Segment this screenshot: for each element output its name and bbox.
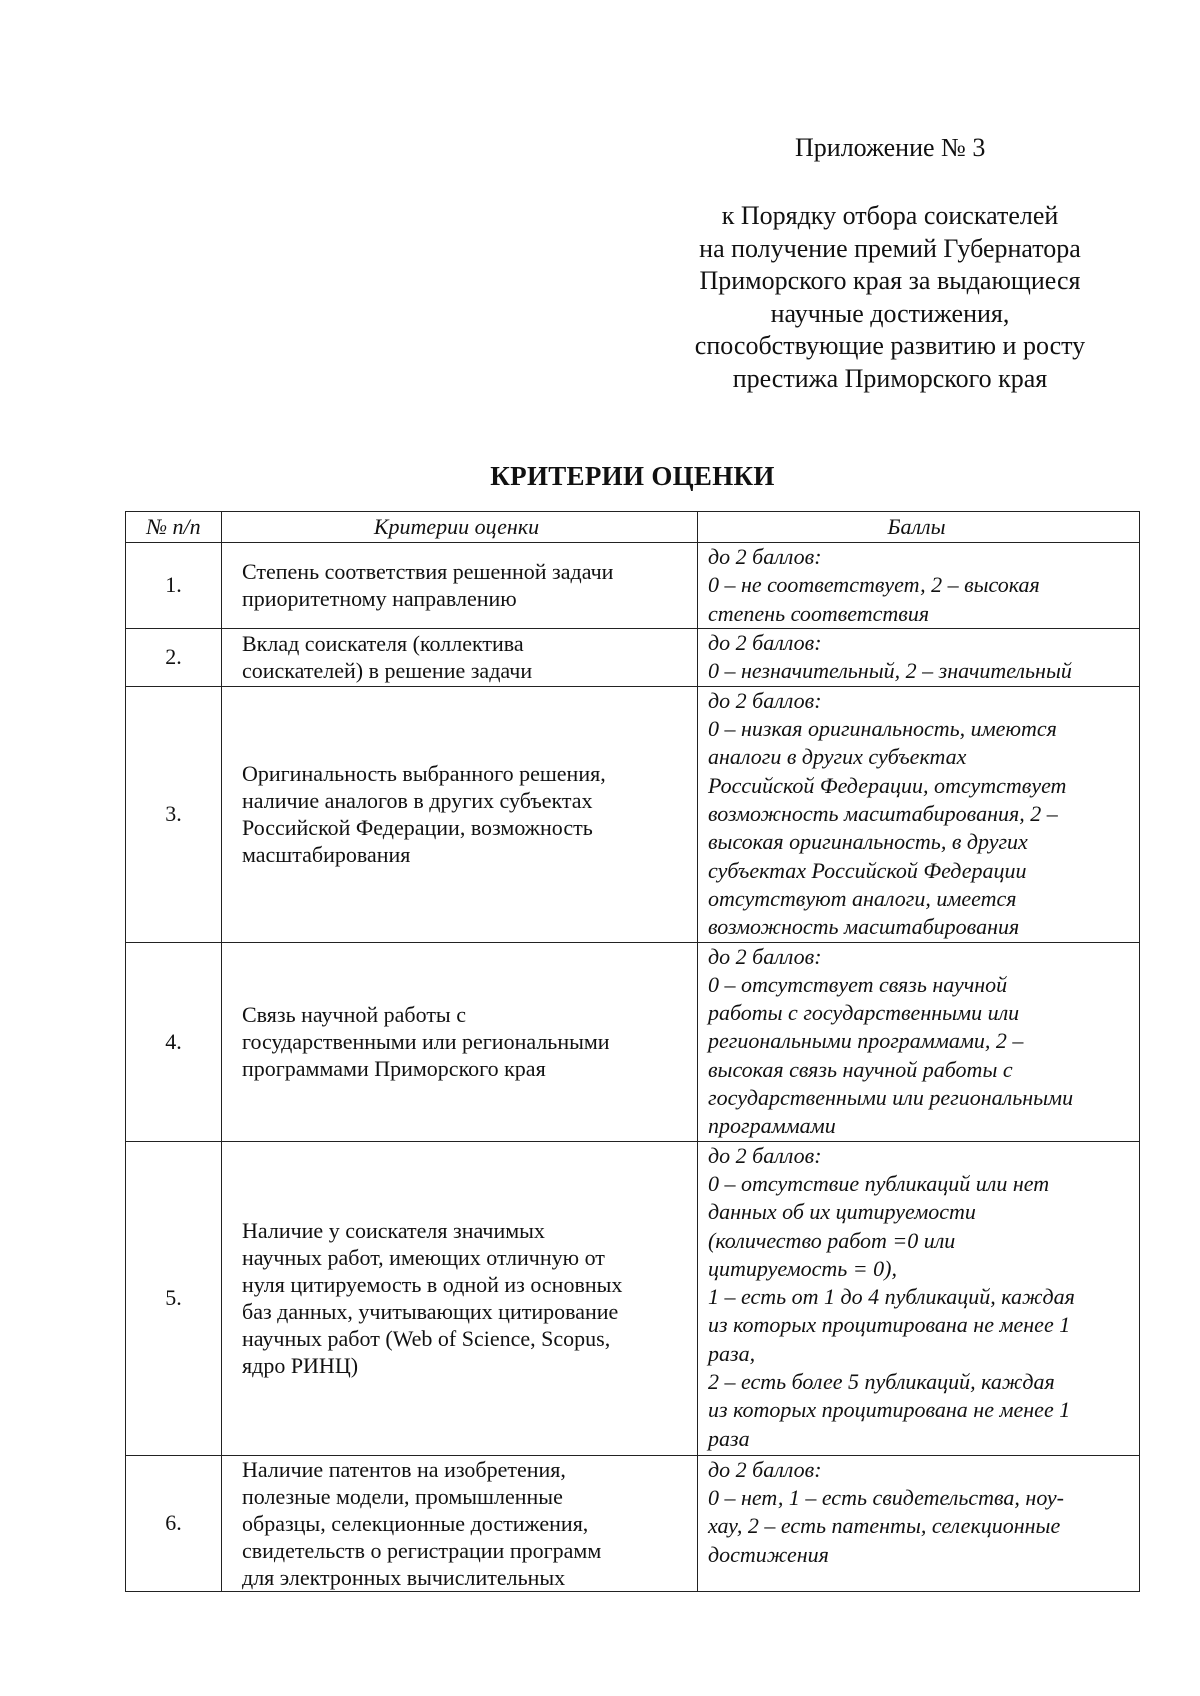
criteria-table [125, 511, 1140, 1592]
row-number: 1. [126, 543, 222, 629]
row-number: 2. [126, 628, 222, 686]
score-line: до 2 баллов: [708, 544, 822, 569]
criterion-line: образцы, селекционные достижения, [242, 1510, 589, 1536]
score-line: 0 – отсутствие публикаций или нет [708, 1170, 1050, 1196]
table-row [126, 543, 1140, 629]
score-line: 1 – есть от 1 до 4 публикаций, каждая [708, 1284, 1075, 1310]
header-score: Баллы [698, 512, 1140, 543]
score-line: достижения [708, 1541, 829, 1567]
score-line: программами [708, 1113, 836, 1139]
row-score [698, 942, 1140, 1141]
criterion-line: свидетельств о регистрации программ [242, 1537, 602, 1563]
criterion-line: наличие аналогов в других субъектах [242, 788, 593, 814]
score-line: работы с государственными или [708, 1000, 1020, 1026]
score-line: отсутствуют аналоги, имеется [708, 885, 1017, 911]
criterion-line: государственными или региональными [242, 1029, 610, 1055]
score-line: хау, 2 – есть патенты, селекционные [708, 1513, 1061, 1539]
criterion-line: Российской Федерации, возможность [242, 815, 593, 841]
score-line: высокая оригинальность, в других [708, 829, 1028, 855]
criterion-line: ядро РИНЦ) [242, 1353, 359, 1379]
score-line: 0 – низкая оригинальность, имеются [708, 716, 1057, 742]
criterion-line: Наличие патентов на изобретения, [242, 1456, 566, 1482]
subtitle-line: научные достижения, [770, 298, 1010, 328]
score-line: 0 – отсутствует связь научной [708, 971, 1008, 997]
row-criterion [222, 543, 698, 629]
criterion-line: научных работ, имеющих отличную от [242, 1245, 605, 1271]
row-score [698, 1141, 1140, 1455]
table-row [126, 1141, 1140, 1455]
subtitle-line: к Порядку отбора соискателей [721, 201, 1059, 230]
score-line: раза, [708, 1340, 756, 1366]
criterion-line: программами Приморского края [242, 1056, 546, 1082]
row-number: 6. [126, 1455, 222, 1591]
criterion-line: масштабирования [242, 842, 411, 868]
subtitle-line: на получение премий Губернатора [699, 233, 1081, 263]
score-line: до 2 баллов: [708, 1142, 822, 1168]
score-line: до 2 баллов: [708, 1456, 822, 1482]
subtitle-line: Приморского края за выдающиеся [699, 266, 1081, 295]
criterion-line: Наличие у соискателя значимых [242, 1218, 545, 1244]
score-line: данных об их цитируемости [708, 1199, 976, 1225]
criterion-line: научных работ (Web of Science, Scopus, [242, 1326, 611, 1352]
criterion-line: Оригинальность выбранного решения, [242, 761, 606, 787]
table-row [126, 628, 1140, 686]
document-title: КРИТЕРИИ ОЦЕНКИ [490, 461, 775, 491]
score-line: раза [708, 1425, 750, 1451]
criterion-line: Вклад соискателя (коллектива [242, 631, 524, 657]
score-line: Российской Федерации, отсутствует [708, 772, 1067, 798]
row-number: 4. [126, 942, 222, 1141]
score-line: 0 – нет, 1 – есть свидетельства, ноу- [708, 1484, 1064, 1510]
table-row [126, 1455, 1140, 1591]
criterion-line: Связь научной работы с [242, 1002, 466, 1028]
table-body [126, 543, 1140, 1592]
row-score [698, 628, 1140, 686]
row-criterion [222, 628, 698, 686]
row-number: 3. [126, 686, 222, 942]
score-line: возможность масштабирования, 2 – [708, 801, 1058, 827]
row-score [698, 543, 1140, 629]
criterion-line: соискателей) в решение задачи [242, 658, 533, 684]
appendix-subtitle [660, 200, 1120, 395]
row-criterion [222, 1141, 698, 1455]
score-line: возможность масштабирования [708, 914, 1020, 940]
score-line: аналоги в других субъектах [708, 744, 967, 770]
header-number: № п/п [126, 512, 222, 543]
score-line: до 2 баллов: [708, 943, 822, 969]
score-line: до 2 баллов: [708, 687, 822, 713]
score-line: высокая связь научной работы с [708, 1056, 1013, 1082]
row-criterion [222, 942, 698, 1141]
score-line: субъектах Российской Федерации [708, 857, 1027, 883]
header-criteria: Критерии оценки [222, 512, 698, 543]
score-line: 2 – есть более 5 публикаций, каждая [708, 1369, 1055, 1395]
row-criterion [222, 1455, 698, 1591]
score-line: 0 – не соответствует, 2 – высокая [708, 572, 1040, 598]
score-line: степень соответствия [708, 600, 930, 626]
row-number: 5. [126, 1141, 222, 1455]
score-line: государственными или региональными [708, 1085, 1074, 1111]
score-line: региональными программами, 2 – [708, 1028, 1024, 1054]
table-row [126, 942, 1140, 1141]
score-line: до 2 баллов: [708, 629, 822, 655]
score-line: (количество работ =0 или [708, 1227, 956, 1253]
table-header-row [126, 512, 1140, 543]
score-line: из которых процитирована не менее 1 [708, 1312, 1071, 1338]
appendix-title: Приложение № 3 [795, 133, 986, 162]
row-score [698, 686, 1140, 942]
table-row [126, 686, 1140, 942]
row-score [698, 1455, 1140, 1591]
criterion-line: полезные модели, промышленные [242, 1483, 563, 1509]
subtitle-line: способствующие развитию и росту [694, 331, 1086, 360]
subtitle-line: престижа Приморского края [732, 363, 1048, 393]
score-line: 0 – незначительный, 2 – значительный [708, 658, 1072, 684]
score-line: цитируемость = 0), [708, 1255, 897, 1281]
criterion-line: нуля цитируемость в одной из основных [242, 1272, 623, 1298]
score-line: из которых процитирована не менее 1 [708, 1397, 1071, 1423]
criterion-line: баз данных, учитывающих цитирование [242, 1299, 619, 1325]
row-criterion [222, 686, 698, 942]
criterion-line: для электронных вычислительных [242, 1564, 566, 1590]
criterion-line: Степень соответствия решенной задачи [242, 559, 614, 585]
criterion-line: приоритетному направлению [242, 586, 517, 612]
